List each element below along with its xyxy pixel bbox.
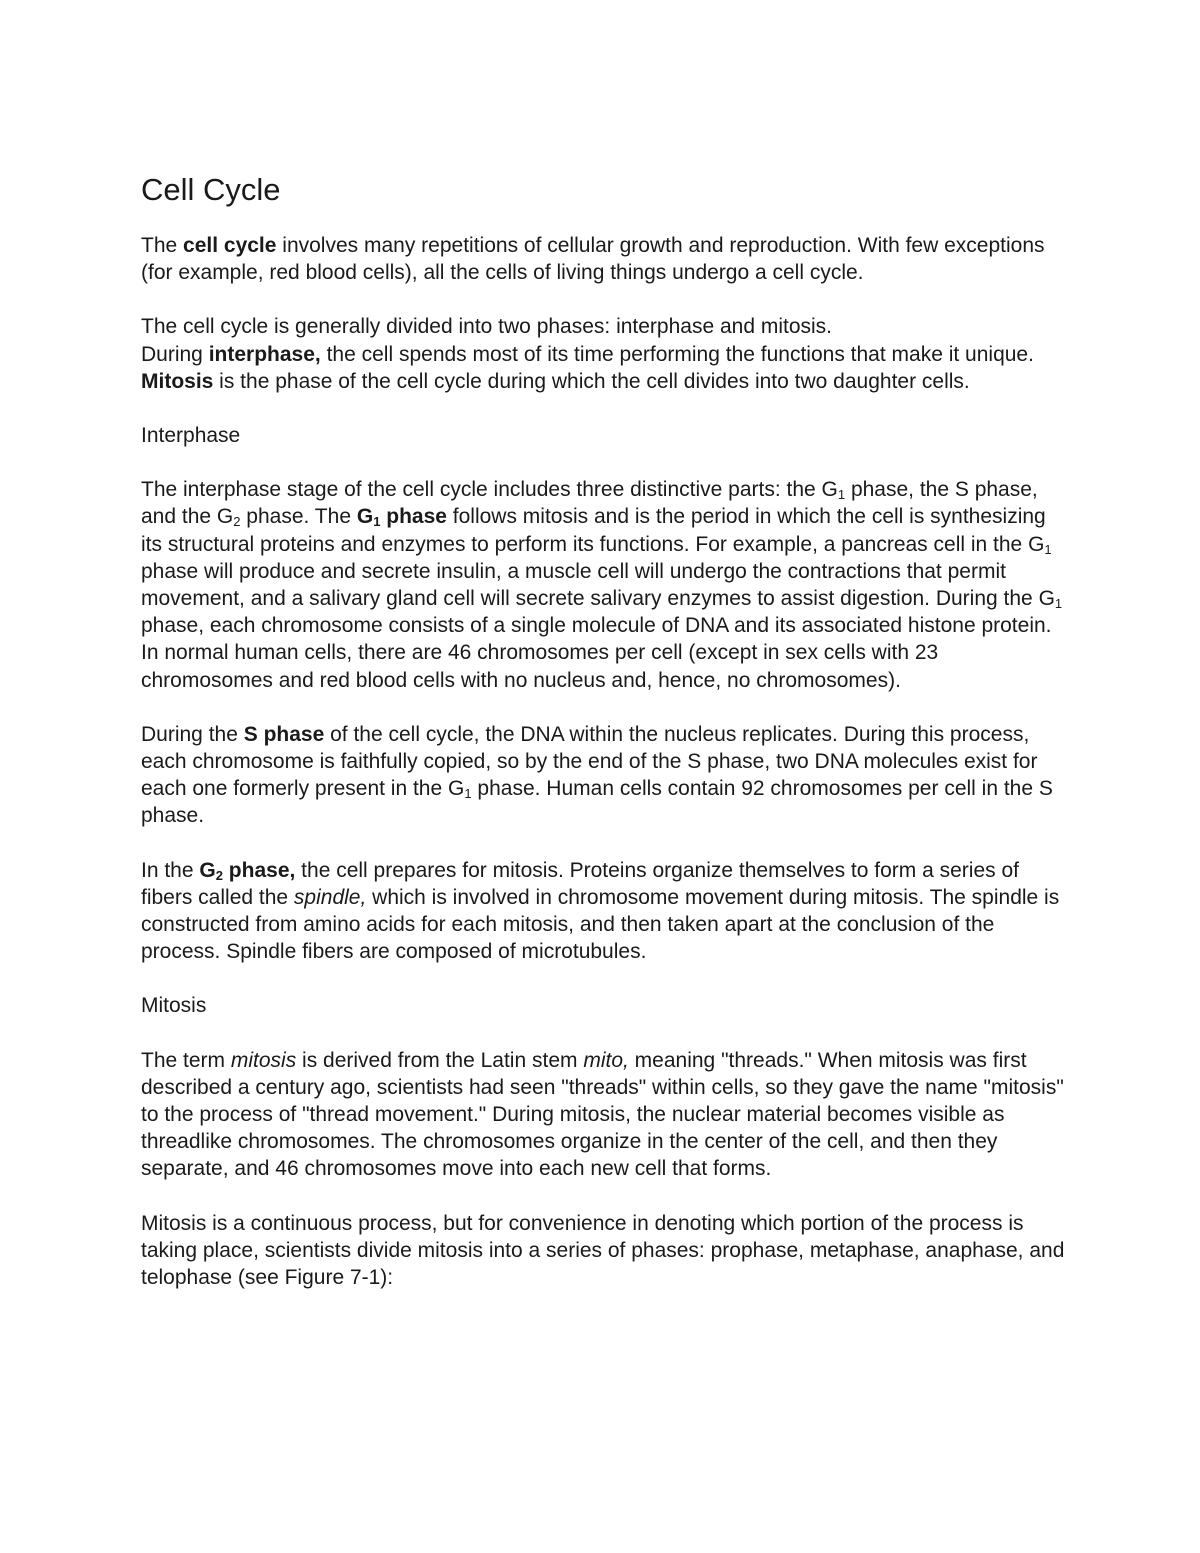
text-span: During the xyxy=(141,722,244,746)
bold-text: phase xyxy=(380,505,447,529)
text-span: phase, each chromosome consists of a single molecule of DNA and its associated histone protein. In normal human cells, there are 46 chromosomes per cell (except in sex cells with 23 chromosomes and red blood cells with no nucleus and, hence, no chromosomes). xyxy=(141,614,1052,692)
subscript: 1 xyxy=(1044,541,1052,557)
text-span: The term xyxy=(141,1048,231,1072)
subscript: 1 xyxy=(373,514,381,530)
section-heading-interphase: Interphase xyxy=(141,424,241,448)
subscript: 1 xyxy=(1054,596,1063,612)
bold-term-g1-phase xyxy=(357,505,447,528)
text-span: which is involved in chromosome movement during mitosis. The spindle is constructed from amino acids for each mitosis, and then taken apart at the conclusion of the process. Spindle fibers are composed of microtubules. xyxy=(141,885,1060,964)
text-span: meaning "threads." When mitosis was first described a century ago, scientists had seen "threads" within cells, so they gave the name "mitosis" to the process of "thread movement." During mitosis, the nuclear material becomes visible as threadlike chromosomes. The chromosomes organize in the center of the cell, and then they separate, and 46 chromosomes move into each new cell that forms. xyxy=(141,1048,1064,1181)
subscript: 2 xyxy=(215,867,223,883)
text-span: During xyxy=(141,342,209,366)
paragraph-mitosis-phases: Mitosis is a continuous process, but for convenience in denoting which portion of the process is taking place, scientists divide mitosis into a series of phases: prophase, metaphase, anaphase, and telophase (see Figure 7-1): xyxy=(141,1211,1065,1290)
subscript: 2 xyxy=(233,514,241,530)
italic-term-mito: mito, xyxy=(583,1048,629,1072)
subscript: 1 xyxy=(464,786,472,802)
text-span: The interphase stage of the cell cycle includes three distinctive parts: the G xyxy=(141,478,838,502)
text-span: phase, the S phase, and the G xyxy=(141,478,1038,529)
text-span: phase. The xyxy=(240,505,357,529)
italic-term-spindle: spindle, xyxy=(293,885,367,909)
bold-text: G xyxy=(199,858,216,882)
paragraph-phases-detail xyxy=(141,341,1071,395)
text-span: phase will produce and secrete insulin, a muscle cell will undergo the contractions that permit movement, and a salivary gland cell will secrete salivary enzymes to assist digestion. During the G xyxy=(141,559,1055,611)
subscript: 1 xyxy=(837,487,846,503)
text-span: of the cell cycle, the DNA within the nucleus replicates. During this process, each chromosome is faithfully copied, so by the end of the S phase, two DNA molecules exist for each one formerly present in the G xyxy=(141,722,1038,801)
bold-term-g2-phase xyxy=(199,859,295,882)
paragraph-interphase-stages xyxy=(141,476,1071,694)
bold-term-cell-cycle: cell cycle xyxy=(183,234,277,257)
paragraph-g2-phase xyxy=(141,857,1071,966)
bold-text: G xyxy=(356,505,374,529)
text-span: the cell prepares for mitosis. Proteins organize themselves to form a series of fibers called the xyxy=(141,858,1019,909)
text-span: phase. Human cells contain 92 chromosomes per cell in the S phase. xyxy=(141,777,1053,828)
bold-text: phase, xyxy=(222,858,296,882)
text-span: is derived from the Latin stem xyxy=(296,1048,584,1072)
paragraph-cell-cycle-intro xyxy=(141,232,1071,286)
text-span: the cell spends most of its time performing the functions that make it unique. xyxy=(320,342,1034,366)
italic-term-mitosis: mitosis xyxy=(230,1048,297,1072)
text-span: is the phase of the cell cycle during which the cell divides into two daughter cells. xyxy=(213,369,970,393)
text-span: involves many repetitions of cellular growth and reproduction. With few exceptions (for example, red blood cells), all the cells of living things undergo a cell cycle. xyxy=(141,234,1045,285)
text-span: The xyxy=(141,234,184,257)
bold-term-interphase: interphase, xyxy=(208,342,321,366)
text-span: follows mitosis and is the period in which the cell is synthesizing its structural proteins and enzymes to perform its functions. For example, a pancreas cell in the G xyxy=(141,505,1046,556)
document-page xyxy=(141,168,1071,1291)
bold-term-mitosis: Mitosis xyxy=(141,369,214,393)
bold-term-s-phase: S phase xyxy=(243,722,325,746)
paragraph-mitosis-term xyxy=(141,1047,1071,1183)
document-title: Cell Cycle xyxy=(141,172,281,207)
paragraph-s-phase xyxy=(141,721,1071,830)
section-heading-mitosis: Mitosis xyxy=(141,994,207,1018)
text-span: In the xyxy=(141,858,200,882)
paragraph-phases-line: The cell cycle is generally divided into two phases: interphase and mitosis. xyxy=(141,315,833,339)
